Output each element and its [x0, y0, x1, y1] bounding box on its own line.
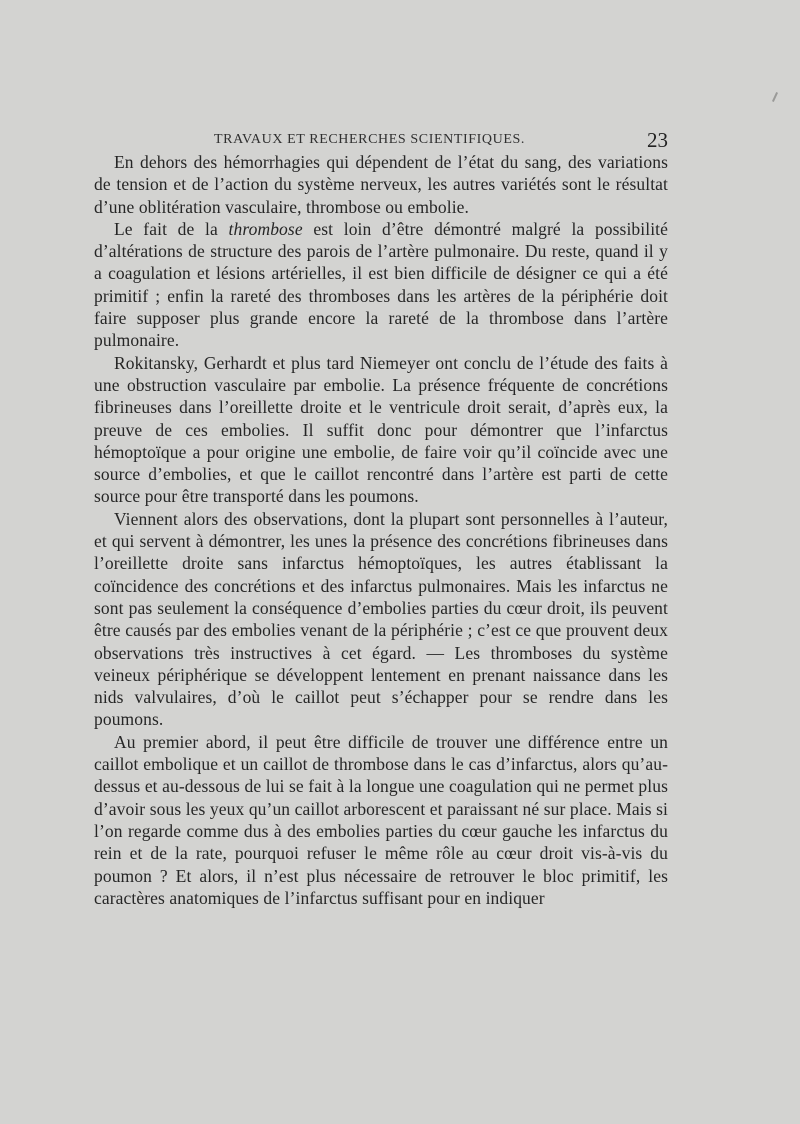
page-number: 23 [647, 128, 668, 152]
paragraph-5 [94, 731, 668, 909]
paragraph-3 [94, 352, 668, 508]
paragraph-1-text: En dehors des hémorrhagies qui dépendent de l’état du sang, des variations de tension et de l’action du système nerveux, les autres variétés sont le résultat d’une oblitération vasculaire, thrombose ou embolie. [94, 152, 668, 217]
paragraph-1 [94, 151, 668, 218]
running-title: TRAVAUX ET RECHERCHES SCIENTIFIQUES. [214, 132, 525, 147]
paragraph-4-text: Viennent alors des observations, dont la plupart sont personnelles à l’auteur, et qui servent à démontrer, les unes la présence des concrétions fibrineuses dans l’oreillette droite sans infarctus hémoptoïques, les autres établissant la coïncidence des concrétions et des infarctus pulmonaires. Mais les infarctus ne sont pas seulement la conséquence d’embolies parties du cœur droit, ils peuvent être causés par des embolies venant de la périphérie ; c’est ce que prouvent deux observations très instructives à cet égard. — Les thromboses du système veineux périphérique se développent lentement en prenant naissance dans les nids valvulaires, d’où le caillot peut s’échapper pour se rendre dans les poumons. [94, 508, 668, 730]
paragraph-2-text-end: est loin d’être démontré malgré la possibilité d’altérations de structure des parois de l’artère pulmonaire. Du reste, quand il y a coagulation et lésions artérielles, il est bien difficile de désigner ce qui a été primitif ; enfin la rareté des thromboses dans les artères de la périphérie doit faire supposer plus grande encore la rareté de la thrombose dans l’artère pulmonaire. [94, 218, 668, 351]
body-text [94, 151, 668, 909]
paragraph-2 [94, 218, 668, 352]
paragraph-2-italic-term: thrombose [228, 218, 303, 239]
paragraph-5-text: Au premier abord, il peut être difficile de trouver une différence entre un caillot embolique et un caillot de thrombose dans le cas d’infarctus, alors qu’au-dessus et au-dessous de lui se fait à la longue une coagulation qui ne permet plus d’avoir sous les yeux qu’un caillot arborescent et paraissant né sur place. Mais si l’on regarde comme dus à des embolies parties du cœur gauche les infarctus du rein et de la rate, pourquoi refuser le même rôle au cœur droit vis-à-vis du poumon ? Et alors, il n’est plus nécessaire de retrouver le bloc primitif, les caractères anatomiques de l’infarctus suffisant pour en indiquer [94, 731, 668, 908]
margin-mark [772, 92, 778, 102]
paragraph-3-text: Rokitansky, Gerhardt et plus tard Niemeyer ont conclu de l’étude des faits à une obstruction vasculaire par embolie. La présence fréquente de concrétions fibrineuses dans l’oreillette droite et le ventricule droit serait, d’après eux, la preuve de ces embolies. Il suffit donc pour démontrer que l’infarctus hémoptoïque a pour origine une embolie, de faire voir qu’il coïncide avec une source d’embolies, et que le caillot rencontré dans l’artère est parti de cette source pour être transporté dans les poumons. [94, 352, 668, 507]
paragraph-2-text-start: Le fait de la [114, 218, 229, 239]
paragraph-4 [94, 508, 668, 731]
